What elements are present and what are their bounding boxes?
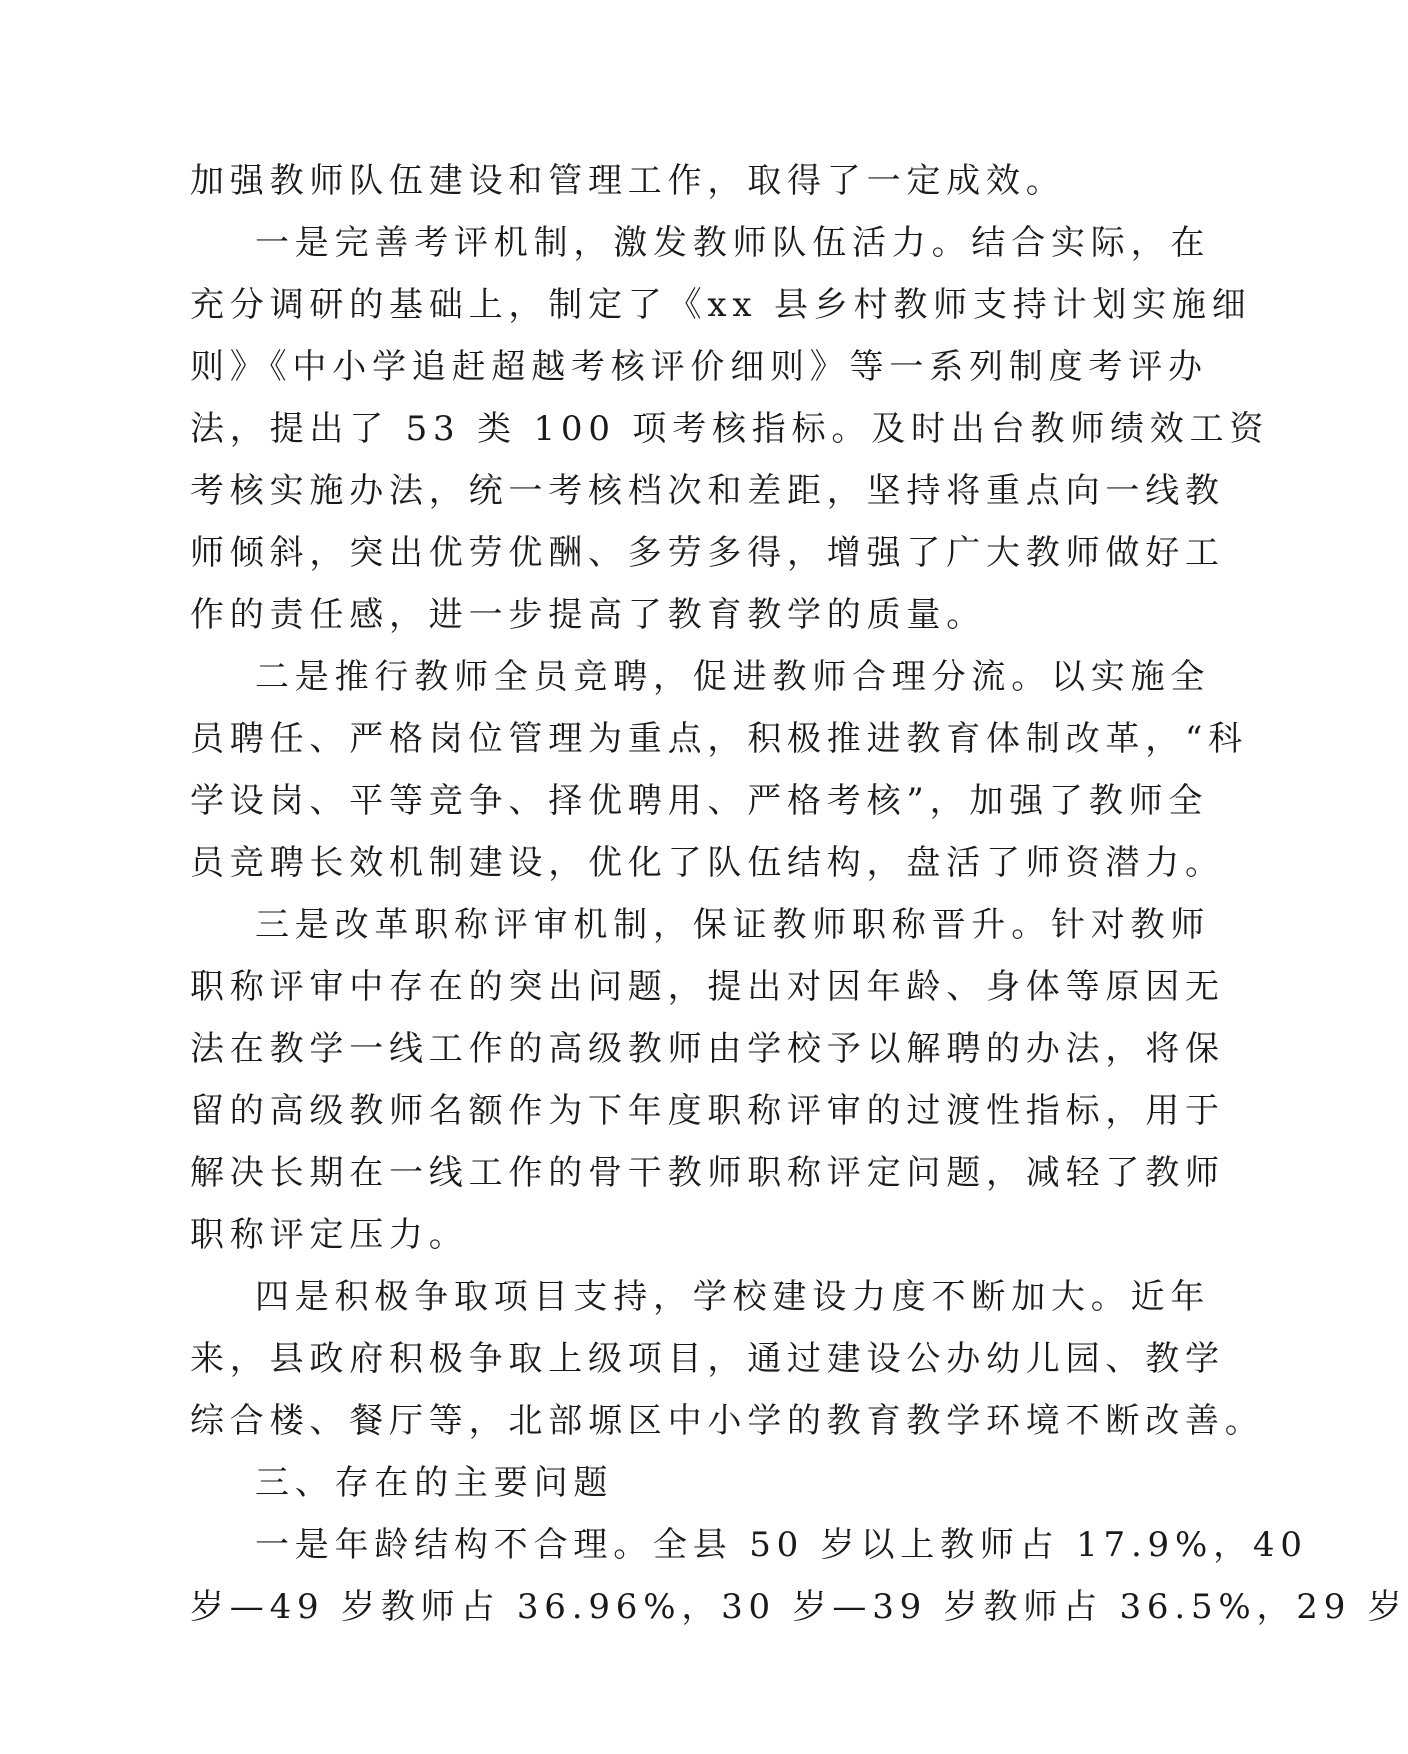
paragraph-first-line: 二是推行教师全员竞聘，促进教师合理分流。以实施全: [255, 657, 1211, 697]
section-heading: 三、存在的主要问题: [255, 1463, 614, 1503]
text-line: 充分调研的基础上，制定了《xx 县乡村教师支持计划实施细: [190, 285, 1252, 325]
text-line: 学设岗、平等竞争、择优聘用、严格考核”，加强了教师全: [190, 781, 1209, 821]
text-line: 留的高级教师名额作为下年度职称评审的过渡性指标，用于: [190, 1091, 1225, 1131]
text-line: 法在教学一线工作的高级教师由学校予以解聘的办法，将保: [190, 1029, 1225, 1069]
text-line: 职称评审中存在的突出问题，提出对因年龄、身体等原因无: [190, 967, 1225, 1007]
paragraph-first-line: 三是改革职称评审机制，保证教师职称晋升。针对教师: [255, 905, 1211, 945]
text-line: 法，提出了 53 类 100 项考核指标。及时出台教师绩效工资: [190, 409, 1270, 449]
text-line: 师倾斜，突出优劳优酬、多劳多得，增强了广大教师做好工: [190, 533, 1225, 573]
text-line: 岁—49 岁教师占 36.96%，30 岁—39 岁教师占 36.5%，29 岁: [190, 1587, 1408, 1627]
text-line: 综合楼、餐厅等，北部塬区中小学的教育教学环境不断改善。: [190, 1401, 1265, 1441]
document-page: [190, 150, 1408, 1638]
text-line: 员聘任、严格岗位管理为重点，积极推进教育体制改革，“科: [190, 719, 1248, 759]
paragraph-first-line: 一是年龄结构不合理。全县 50 岁以上教师占 17.9%，40: [255, 1525, 1308, 1565]
text-line: 职称评定压力。: [190, 1215, 469, 1255]
text-line: 则》《中小学追赶超越考核评价细则》等一系列制度考评办: [190, 347, 1208, 387]
text-line: 来，县政府积极争取上级项目，通过建设公办幼儿园、教学: [190, 1339, 1225, 1379]
paragraph-first-line: 四是积极争取项目支持，学校建设力度不断加大。近年: [255, 1277, 1211, 1317]
text-line: 考核实施办法，统一考核档次和差距，坚持将重点向一线教: [190, 471, 1225, 511]
paragraph-first-line: 一是完善考评机制，激发教师队伍活力。结合实际，在: [255, 223, 1211, 263]
text-line: 员竞聘长效机制建设，优化了队伍结构，盘活了师资潜力。: [190, 843, 1225, 883]
text-line: 加强教师队伍建设和管理工作，取得了一定成效。: [190, 161, 1066, 201]
text-line: 解决长期在一线工作的骨干教师职称评定问题，减轻了教师: [190, 1153, 1225, 1193]
text-line: 作的责任感，进一步提高了教育教学的质量。: [190, 595, 986, 635]
